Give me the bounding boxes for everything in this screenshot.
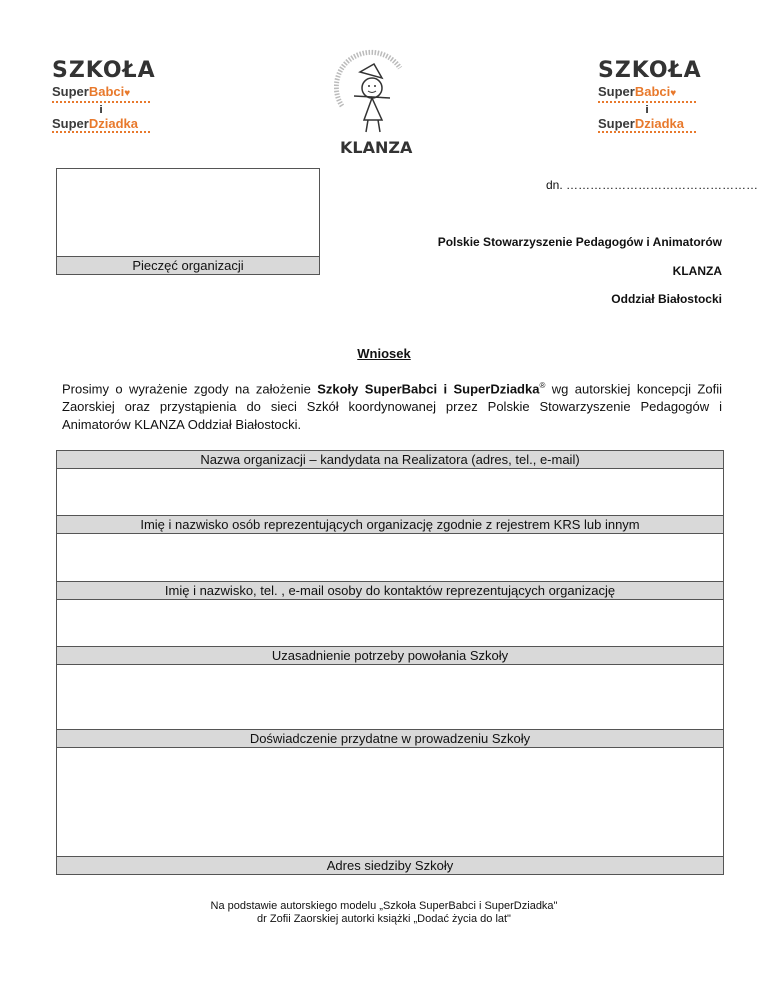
klanza-logo (334, 46, 414, 158)
logo-row-dziadka: SuperDziadka (598, 116, 684, 131)
logo-i: i (645, 104, 649, 116)
school-logo-right (598, 58, 702, 140)
application-form (56, 450, 724, 875)
section-header-contact: Imię i nazwisko, tel. , e-mail osoby do kontaktów reprezentujących organizację (57, 582, 723, 600)
footer-line-1: Na podstawie autorskiego modelu „Szkoła SuperBabci i SuperDziadka" (210, 900, 558, 912)
logo-row-babci: SuperBabci♥ (598, 84, 677, 99)
request-paragraph: Prosimy o wyrażenie zgody na założenie Szkoły SuperBabci i SuperDziadka® wg autorskiej koncepcji Zofii Zaorskiej oraz przystąpienia do sieci Szkół koordynowanej przez Polskie Stowarzyszenie Pedagogów i Animatorów KLANZA Oddział Białostocki. (62, 381, 722, 433)
logo-row-dziadka: SuperDziadka (52, 116, 138, 131)
klanza-wordmark: KLANZA (340, 138, 413, 157)
field-justification[interactable] (57, 665, 723, 730)
section-header-address: Adres siedziby Szkoły (57, 857, 723, 874)
section-header-experience: Doświadczenie przydatne w prowadzeniu Szkoły (57, 730, 723, 748)
dotted-divider (598, 131, 696, 133)
recipient-line-1: Polskie Stowarzyszenie Pedagogów i Animatorów (437, 235, 722, 249)
stamp-box[interactable] (56, 168, 320, 275)
section-header-organization: Nazwa organizacji – kandydata na Realizatora (adres, tel., e-mail) (57, 451, 723, 469)
logo-title: SZKOŁA (52, 58, 156, 83)
document-title: Wniosek (357, 346, 411, 361)
logo-row-babci: SuperBabci♥ (52, 84, 131, 99)
logo-i: i (99, 104, 103, 116)
footer-line-2: dr Zofii Zaorskiej autorki książki „Dodać życia do lat" (257, 913, 511, 925)
section-header-representatives: Imię i nazwisko osób reprezentujących organizację zgodnie z rejestrem KRS lub innym (57, 516, 723, 534)
field-experience[interactable] (57, 748, 723, 857)
date-line[interactable]: dn. ………………………………………… (546, 178, 759, 192)
school-logo-left (52, 58, 156, 140)
stamp-label: Pieczęć organizacji (57, 256, 319, 274)
field-organization[interactable] (57, 469, 723, 516)
dotted-divider (52, 131, 150, 133)
field-representatives[interactable] (57, 534, 723, 582)
logo-title: SZKOŁA (598, 58, 702, 83)
section-header-justification: Uzasadnienie potrzeby powołania Szkoły (57, 647, 723, 665)
recipient-line-3: Oddział Białostocki (611, 292, 722, 306)
klanza-figure-icon (334, 46, 414, 136)
field-contact[interactable] (57, 600, 723, 647)
recipient-line-2: KLANZA (672, 264, 722, 278)
